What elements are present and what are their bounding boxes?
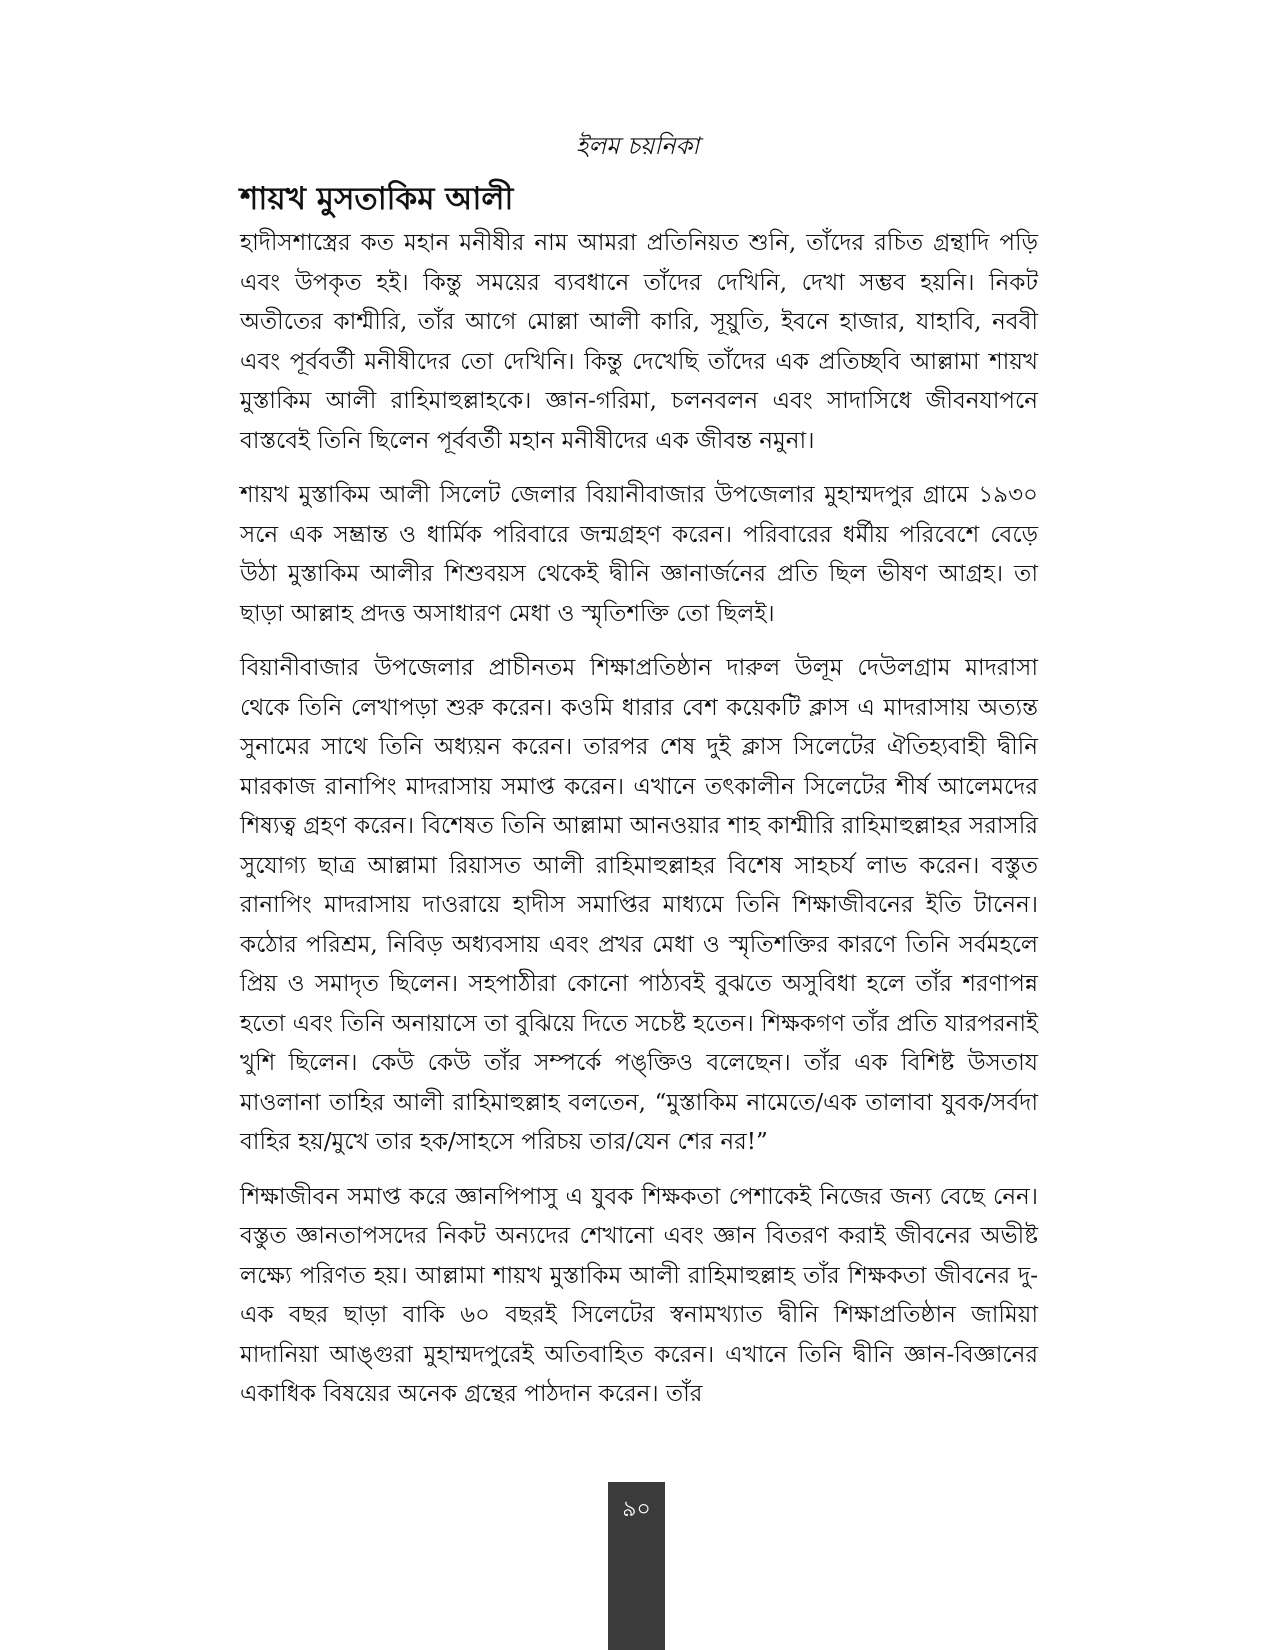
page-number: ৯০ [622,1497,651,1522]
paragraph: হাদীসশাস্ত্রের কত মহান মনীষীর নাম আমরা প্রতিনিয়ত শুনি, তাঁদের রচিত গ্রন্থাদি পড়ি এবং উপকৃত হই। কিন্তু সময়ের ব্যবধানে তাঁদের দেখিনি, দেখা সম্ভব হয়নি। নিকট অতীতের কাশ্মীরি, তাঁর আগে মোল্লা আলী কারি, সূয়ুতি, ইবনে হাজার, যাহাবি, নববী এবং পূর্ববর্তী মনীষীদের তো দেখিনি। কিন্তু দেখেছি তাঁদের এক প্রতিচ্ছবি আল্লামা শায়খ মুস্তাকিম আলী রাহিমাহুল্লাহকে। জ্ঞান-গরিমা, চলনবলন এবং সাদাসিধে জীবনযাপনে বাস্তবেই তিনি ছিলেন পূর্ববর্তী মহান মনীষীদের এক জীবন্ত নমুনা। [240,230,1038,454]
paragraph: শায়খ মুস্তাকিম আলী সিলেট জেলার বিয়ানীবাজার উপজেলার মুহাম্মদপুর গ্রামে ১৯৩০ সনে এক সম্ভ্রান্ত ও ধার্মিক পরিবারে জন্মগ্রহণ করেন। পরিবারের ধর্মীয় পরিবেশে বেড়ে উঠা মুস্তাকিম আলীর শিশুবয়স থেকেই দ্বীনি জ্ঞানার্জনের প্রতি ছিল ভীষণ আগ্রহ। তা ছাড়া আল্লাহ প্রদত্ত অসাধারণ মেধা ও স্মৃতিশক্তি তো ছিলই। [240,482,1038,627]
article-title: শায়খ মুসতাকিম আলী [240,181,514,217]
paragraph: শিক্ষাজীবন সমাপ্ত করে জ্ঞানপিপাসু এ যুবক শিক্ষকতা পেশাকেই নিজের জন্য বেছে নেন। বস্তুত জ্ঞানতাপসদের নিকট অন্যদের শেখানো এবং জ্ঞান বিতরণ করাই জীবনের অভীষ্ট লক্ষ্যে পরিণত হয়। আল্লামা শায়খ মুস্তাকিম আলী রাহিমাহুল্লাহ তাঁর শিক্ষকতা জীবনের দু-এক বছর ছাড়া বাকি ৬০ বছরই সিলেটের স্বনামখ্যাত দ্বীনি শিক্ষাপ্রতিষ্ঠান জামিয়া মাদানিয়া আঙ্গুরা মুহাম্মদপুরেই অতিবাহিত করেন। এখানে তিনি দ্বীনি জ্ঞান-বিজ্ঞানের একাধিক বিষয়ের অনেক গ্রন্থের পাঠদান করেন। তাঁর [240,1183,1038,1407]
running-header: ইলম চয়নিকা [575,132,700,160]
paragraph: বিয়ানীবাজার উপজেলার প্রাচীনতম শিক্ষাপ্রতিষ্ঠান দারুল উলূম দেউলগ্রাম মাদরাসা থেকে তিনি লেখাপড়া শুরু করেন। কওমি ধারার বেশ কয়েকটি ক্লাস এ মাদরাসায় অত্যন্ত সুনামের সাথে তিনি অধ্যয়ন করেন। তারপর শেষ দুই ক্লাস সিলেটের ঐতিহ্যবাহী দ্বীনি মারকাজ রানাপিং মাদরাসায় সমাপ্ত করেন। এখানে তৎকালীন সিলেটের শীর্ষ আলেমদের শিষ্যত্ব গ্রহণ করেন। বিশেষত তিনি আল্লামা আনওয়ার শাহ কাশ্মীরি রাহিমাহুল্লাহর সরাসরি সুযোগ্য ছাত্র আল্লামা রিয়াসত আলী রাহিমাহুল্লাহর বিশেষ সাহচর্য লাভ করেন। বস্তুত রানাপিং মাদরাসায় দাওরায়ে হাদীস সমাপ্তির মাধ্যমে তিনি শিক্ষাজীবনের ইতি টানেন। কঠোর পরিশ্রম, নিবিড় অধ্যবসায় এবং প্রখর মেধা ও স্মৃতিশক্তির কারণে তিনি সর্বমহলে প্রিয় ও সমাদৃত ছিলেন। সহপাঠীরা কোনো পাঠ্যবই বুঝতে অসুবিধা হলে তাঁর শরণাপন্ন হতো এবং তিনি অনায়াসে তা বুঝিয়ে দিতে সচেষ্ট হতেন। শিক্ষকগণ তাঁর প্রতি যারপরনাই খুশি ছিলেন। কেউ কেউ তাঁর সম্পর্কে পঙ্‌ক্তিও বলেছেন। তাঁর এক বিশিষ্ট উসতায মাওলানা তাহির আলী রাহিমাহুল্লাহ বলতেন, “মুস্তাকিম নামেতে/এক তালাবা যুবক/সর্বদা বাহির হয়/মুখে তার হক/সাহসে পরিচয় তার/যেন শের নর!” [240,655,1038,1155]
page-number-tab [608,1482,665,1650]
article-body [240,176,1038,1430]
